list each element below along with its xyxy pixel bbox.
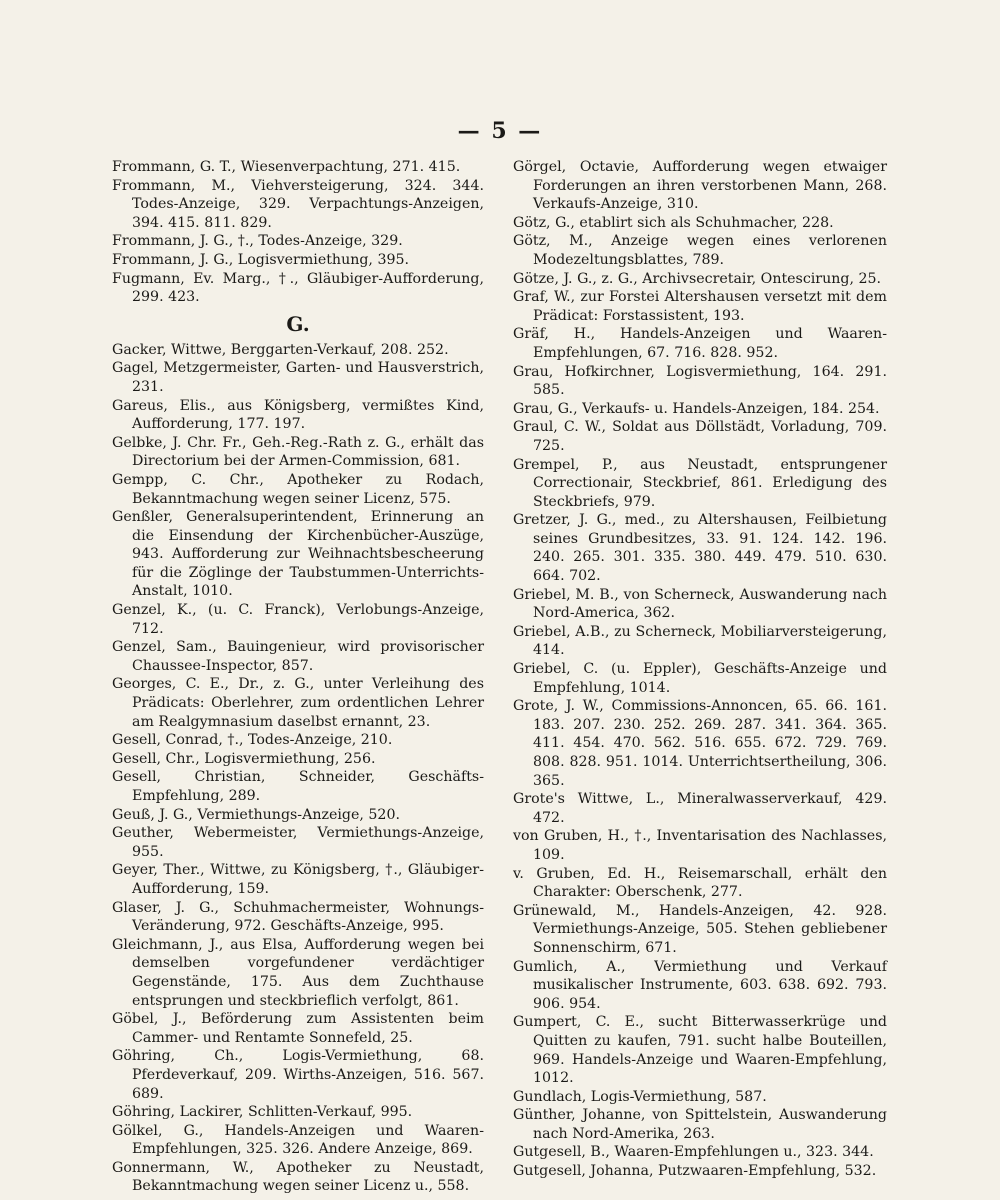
index-entry: Gonnermann, W., Apotheker zu Neustadt, Bekanntmachung wegen seiner Licenz u., 558. — [112, 1159, 484, 1195]
index-entry: Geuther, Webermeister, Vermiethungs-Anzeige, 955. — [112, 825, 484, 860]
index-entry: Georges, C. E., Dr., z. G., unter Verleihung des Prädicats: Oberlehrer, zum ordentlichen Lehrer am Realgymnasium daselbst ernannt, 23. — [112, 676, 484, 730]
index-entry: Genzel, K., (u. C. Franck), Verlobungs-Anzeige, 712. — [112, 602, 484, 637]
index-entry: Griebel, M. B., von Scherneck, Auswanderung nach Nord-America, 362. — [513, 586, 887, 622]
section-letter-g: G. — [286, 311, 310, 336]
index-entry: Gelbke, J. Chr. Fr., Geh.-Reg.-Rath z. G., erhält das Directorium bei der Armen-Commission, 681. — [112, 434, 484, 470]
index-entry: Gräf, H., Handels-Anzeigen und Waaren-Empfehlungen, 67. 716. 828. 952. — [513, 326, 887, 361]
index-entry: Glaser, J. G., Schuhmachermeister, Wohnungs-Veränderung, 972. Geschäfts-Anzeige, 995. — [112, 899, 484, 935]
index-entry: Gesell, Chr., Logisvermiethung, 256. — [112, 750, 376, 767]
left-column — [112, 158, 484, 1196]
index-entry: Götz, M., Anzeige wegen eines verlorenen Modezeltungsblattes, 789. — [513, 233, 887, 268]
index-entry: Götz, G., etablirt sich als Schuhmacher, 228. — [513, 214, 834, 231]
index-entry: Genzel, Sam., Bauingenieur, wird provisorischer Chaussee-Inspector, 857. — [112, 639, 484, 674]
index-entry: Göbel, J., Beförderung zum Assistenten beim Cammer- und Rentamte Sonnefeld, 25. — [112, 1011, 484, 1046]
index-entry: Frommann, J. G., Logisvermiethung, 395. — [112, 251, 410, 268]
index-entry: Grempel, P., aus Neustadt, entsprungener Correctionair, Steckbrief, 861. Erledigung des Steckbriefs, 979. — [513, 456, 887, 510]
index-entry: Grau, G., Verkaufs- u. Handels-Anzeigen, 184. 254. — [513, 400, 880, 417]
left-main-entries — [112, 341, 484, 1196]
index-entry: Göhring, Ch., Logis-Vermiethung, 68. Pferdeverkauf, 209. Wirths-Anzeigen, 516. 567. 689. — [112, 1048, 484, 1102]
index-entry: Gutgesell, Johanna, Putzwaaren-Empfehlung, 532. — [513, 1163, 877, 1180]
index-entry: Geuß, J. G., Vermiethungs-Anzeige, 520. — [112, 806, 400, 823]
index-entry: Geyer, Ther., Wittwe, zu Königsberg, †., Gläubiger-Aufforderung, 159. — [112, 862, 484, 897]
right-column — [513, 158, 887, 1181]
index-entry: von Gruben, H., †., Inventarisation des Nachlasses, 109. — [513, 828, 887, 863]
index-entry: Fugmann, Ev. Marg., †., Gläubiger-Aufforderung, 299. 423. — [112, 270, 484, 306]
index-entry: Grote's Wittwe, L., Mineralwasserverkauf, 429. 472. — [513, 791, 887, 826]
index-entry: Graul, C. W., Soldat aus Döllstädt, Vorladung, 709. 725. — [513, 419, 887, 454]
index-entry: Frommann, M., Viehversteigerung, 324. 344. Todes-Anzeige, 329. Verpachtungs-Anzeigen, 394. 415. 811. 829. — [112, 177, 484, 231]
index-entry: Görgel, Octavie, Aufforderung wegen etwaiger Forderungen an ihren verstorbenen Mann, 268. Verkaufs-Anzeige, 310. — [513, 159, 887, 213]
index-entry: Gempp, C. Chr., Apotheker zu Rodach, Bekanntmachung wegen seiner Licenz, 575. — [112, 471, 484, 507]
index-entry: Gesell, Christian, Schneider, Geschäfts-Empfehlung, 289. — [112, 769, 484, 804]
index-entry: Griebel, A.B., zu Scherneck, Mobiliarversteigerung, 414. — [513, 623, 887, 659]
index-entry: Gutgesell, B., Waaren-Empfehlungen u., 323. 344. — [513, 1144, 874, 1161]
index-entry: Graf, W., zur Forstei Altershausen versetzt mit dem Prädicat: Forstassistent, 193. — [513, 289, 887, 324]
index-entry: Gleichmann, J., aus Elsa, Aufforderung wegen bei demselben vorgefundener verdächtiger Gegenstände, 175. Aus dem Zuchthause entsprungen und steckbrieflich verfolgt, 861. — [112, 936, 484, 1009]
index-entry: Gagel, Metzgermeister, Garten- und Hausverstrich, 231. — [112, 360, 484, 395]
index-entry: Grau, Hofkirchner, Logisvermiethung, 164. 291. 585. — [513, 363, 887, 399]
index-entry: Göhring, Lackirer, Schlitten-Verkauf, 995. — [112, 1104, 413, 1121]
index-entry: Gumlich, A., Vermiethung und Verkauf musikalischer Instrumente, 603. 638. 692. 793. 906. 954. — [513, 958, 887, 1012]
index-entry: Grote, J. W., Commissions-Annoncen, 65. 66. 161. 183. 207. 230. 252. 269. 287. 341. 364. 365. 411. 454. 470. 562. 516. 655. 672. 729. 769. 808. 828. 951. 1014. Unterrichtsertheilung, 306. 365. — [513, 698, 887, 789]
index-entry: Frommann, J. G., †., Todes-Anzeige, 329. — [112, 233, 403, 250]
index-entry: Günther, Johanne, von Spittelstein, Auswanderung nach Nord-Amerika, 263. — [513, 1107, 887, 1142]
index-entry: Gretzer, J. G., med., zu Altershausen, Feilbietung seines Grundbesitzes, 33. 91. 124. 142. 196. 240. 265. 301. 335. 380. 449. 479. 510. 630. 664. 702. — [513, 512, 887, 585]
left-top-entries — [112, 158, 484, 307]
index-entry: Gundlach, Logis-Vermiethung, 587. — [513, 1088, 767, 1105]
index-entry: v. Gruben, Ed. H., Reisemarschall, erhält den Charakter: Oberschenk, 277. — [513, 865, 887, 901]
index-entry: Frommann, G. T., Wiesenverpachtung, 271. 415. — [112, 159, 461, 175]
index-entry: Griebel, C. (u. Eppler), Geschäfts-Anzeige und Empfehlung, 1014. — [513, 661, 887, 696]
index-entry: Gareus, Elis., aus Königsberg, vermißtes Kind, Aufforderung, 177. 197. — [112, 397, 484, 433]
index-entry: Gacker, Wittwe, Berggarten-Verkauf, 208. 252. — [112, 341, 449, 358]
index-entry: Gölkel, G., Handels-Anzeigen und Waaren-Empfehlungen, 325. 326. Andere Anzeige, 869. — [112, 1122, 484, 1158]
index-entry: Genßler, Generalsuperintendent, Erinnerung an die Einsendung der Kirchenbücher-Auszüge, 943. Aufforderung zur Weihnachtsbescheerung für die Zöglinge der Taubstummen-Unterrichts-Anstalt, 1010. — [112, 509, 484, 600]
index-entry: Gumpert, C. E., sucht Bitterwasserkrüge und Quitten zu kaufen, 791. sucht halbe Bouteillen, 969. Handels-Anzeige und Waaren-Empfehlung, 1012. — [513, 1014, 887, 1087]
right-main-entries — [513, 158, 887, 1181]
page-number: — 5 — — [457, 118, 543, 144]
index-entry: Grünewald, M., Handels-Anzeigen, 42. 928. Vermiethungs-Anzeige, 505. Stehen gebliebener Sonnenschirm, 671. — [513, 902, 887, 956]
index-entry: Götze, J. G., z. G., Archivsecretair, Ontescirung, 25. — [513, 270, 882, 287]
index-entry: Gesell, Conrad, †., Todes-Anzeige, 210. — [112, 732, 393, 749]
